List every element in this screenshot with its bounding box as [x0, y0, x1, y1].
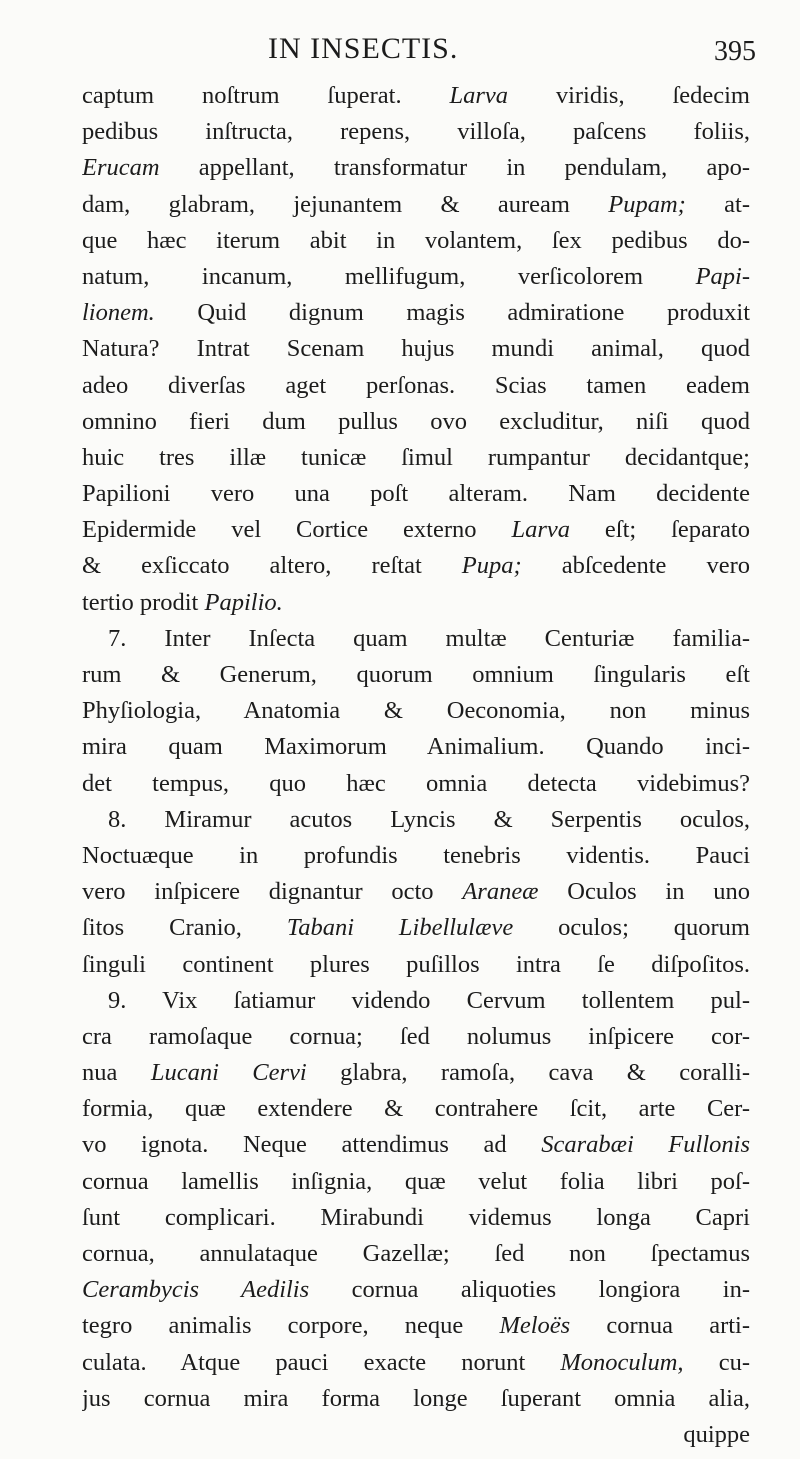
italic-term: Lucani Cervi — [150, 1059, 307, 1087]
text-segment: & exſiccato altero, reſtat — [82, 552, 462, 580]
text-segment: tertio prodit — [82, 588, 205, 616]
text-segment: jus cornua mira forma longe ſuperant omnia alia, — [82, 1384, 750, 1412]
italic-term: Larva — [511, 516, 570, 544]
italic-term: Pupa; — [461, 552, 522, 580]
running-title: IN INSECTIS. — [268, 32, 459, 65]
text-line — [82, 1236, 750, 1272]
text-segment: nua — [82, 1059, 151, 1087]
italic-term: Monoculum, — [560, 1348, 684, 1376]
text-line — [82, 295, 750, 331]
text-line — [82, 657, 750, 693]
text-line — [82, 440, 750, 476]
text-line — [82, 729, 750, 765]
italic-term: Larva — [449, 82, 508, 109]
text-line — [82, 1308, 750, 1344]
text-segment: cornua lamellis inſignia, quæ velut folia libri poſ- — [82, 1167, 750, 1195]
text-line — [82, 1127, 750, 1163]
text-segment: adeo diverſas aget perſonas. Scias tamen eadem — [82, 371, 750, 399]
text-line — [82, 1164, 750, 1200]
text-line — [82, 802, 750, 838]
text-segment: ſinguli continent plures puſillos intra ſe diſpoſitos. — [82, 950, 750, 978]
text-line — [82, 331, 750, 367]
text-segment: viridis, ſedecim — [507, 82, 750, 109]
text-line — [82, 150, 750, 186]
text-line — [82, 693, 750, 729]
text-line — [82, 1272, 750, 1308]
text-segment: Phyſiologia, Anatomia & Oeconomia, non minus — [82, 697, 750, 725]
italic-term: Pupam; — [608, 190, 686, 218]
text-segment: ſitos Cranio, — [82, 914, 287, 942]
text-segment: 9. Vix ſatiamur videndo Cervum tollentem pul- — [108, 986, 750, 1014]
text-segment: Noctuæque in profundis tenebris videntis. Pauci — [82, 841, 750, 869]
text-segment: vo ignota. Neque attendimus ad — [82, 1131, 542, 1159]
text-segment: cra ramoſaque cornua; ſed nolumus inſpicere cor- — [82, 1022, 750, 1050]
text-segment: formia, quæ extendere & contrahere ſcit, arte Cer- — [82, 1095, 750, 1123]
text-segment: Papilioni vero una poſt alteram. Nam decidente — [82, 480, 750, 508]
body-text — [82, 78, 750, 1453]
italic-term: Cerambycis Aedilis — [82, 1276, 310, 1304]
text-line — [82, 223, 750, 259]
text-line — [82, 78, 750, 114]
catchword — [82, 1417, 750, 1453]
text-segment: huic tres illæ tunicæ ſimul rumpantur decidantque; — [82, 443, 750, 471]
text-line — [82, 838, 750, 874]
italic-term: Papilio. — [204, 588, 283, 616]
text-segment: que hæc iterum abit in volantem, ſex pedibus do- — [82, 226, 750, 254]
text-segment: abſcedente vero — [521, 552, 750, 580]
text-line — [82, 1345, 750, 1381]
text-segment: mira quam Maximorum Animalium. Quando inci- — [82, 733, 750, 761]
text-line — [82, 512, 750, 548]
text-line — [82, 187, 750, 223]
text-segment: ſunt complicari. Mirabundi videmus longa Capri — [82, 1203, 750, 1231]
text-segment: cu- — [683, 1348, 750, 1376]
italic-term: Scarabæi Fullonis — [541, 1131, 750, 1159]
italic-term: Meloës — [499, 1312, 571, 1340]
text-segment: Natura? Intrat Scenam hujus mundi animal, quod — [82, 335, 750, 363]
text-segment: cornua aliquoties longiora in- — [309, 1276, 750, 1304]
text-line — [82, 766, 750, 802]
text-segment: captum noſtrum ſuperat. — [82, 82, 450, 109]
text-segment: natum, incanum, mellifugum, verſicolorem — [82, 262, 696, 290]
text-line — [82, 983, 750, 1019]
text-line — [82, 910, 750, 946]
text-segment: rum & Generum, quorum omnium ſingularis eſt — [82, 661, 750, 688]
text-segment: eſt; ſeparato — [569, 516, 750, 544]
text-line — [82, 476, 750, 512]
text-line — [82, 114, 750, 150]
text-segment: Oculos in uno — [538, 878, 750, 906]
text-segment: oculos; quorum — [513, 914, 750, 942]
text-line — [82, 404, 750, 440]
text-line — [82, 1019, 750, 1055]
text-segment: at- — [685, 190, 750, 218]
text-line — [82, 1381, 750, 1417]
italic-term: lionem. — [82, 299, 155, 327]
italic-term: Erucam — [82, 154, 160, 182]
text-segment: glabra, ramoſa, cava & coralli- — [306, 1059, 750, 1087]
text-segment: vero inſpicere dignantur octo — [82, 878, 463, 906]
text-line — [82, 1091, 750, 1127]
italic-term: Araneæ — [462, 878, 539, 906]
page-number: 395 — [714, 36, 756, 67]
text-line — [82, 947, 750, 983]
text-line — [82, 548, 750, 584]
text-segment: tegro animalis corpore, neque — [82, 1312, 500, 1340]
text-segment: Quid dignum magis admiratione produxit — [154, 299, 750, 327]
text-segment: 7. Inter Inſecta quam multæ Centuriæ familia- — [108, 624, 750, 652]
text-line — [82, 585, 750, 621]
text-line — [82, 259, 750, 295]
text-line — [82, 368, 750, 404]
italic-term: Tabani Libellulæve — [286, 914, 514, 942]
text-segment: Epidermide vel Cortice externo — [82, 516, 512, 544]
text-segment: det tempus, quo hæc omnia detecta videbimus? — [82, 769, 750, 797]
text-segment: culata. Atque pauci exacte norunt — [82, 1348, 561, 1376]
text-segment: appellant, transformatur in pendulam, apo- — [159, 154, 750, 182]
text-line — [82, 1055, 750, 1091]
text-line — [82, 621, 750, 657]
text-segment: cornua, annulataque Gazellæ; ſed non ſpectamus — [82, 1240, 750, 1267]
text-segment: quippe — [683, 1420, 750, 1448]
text-segment: dam, glabram, jejunantem & auream — [82, 190, 609, 218]
text-line — [82, 1200, 750, 1236]
text-line — [82, 874, 750, 910]
text-segment: 8. Miramur acutos Lyncis & Serpentis oculos, — [108, 805, 750, 833]
running-head — [0, 22, 800, 67]
text-segment: cornua arti- — [570, 1312, 750, 1340]
text-segment: pedibus inſtructa, repens, villoſa, paſcens foliis, — [82, 118, 750, 146]
italic-term: Papi- — [695, 262, 750, 290]
text-segment: omnino fieri dum pullus ovo excluditur, niſi quod — [82, 407, 750, 435]
